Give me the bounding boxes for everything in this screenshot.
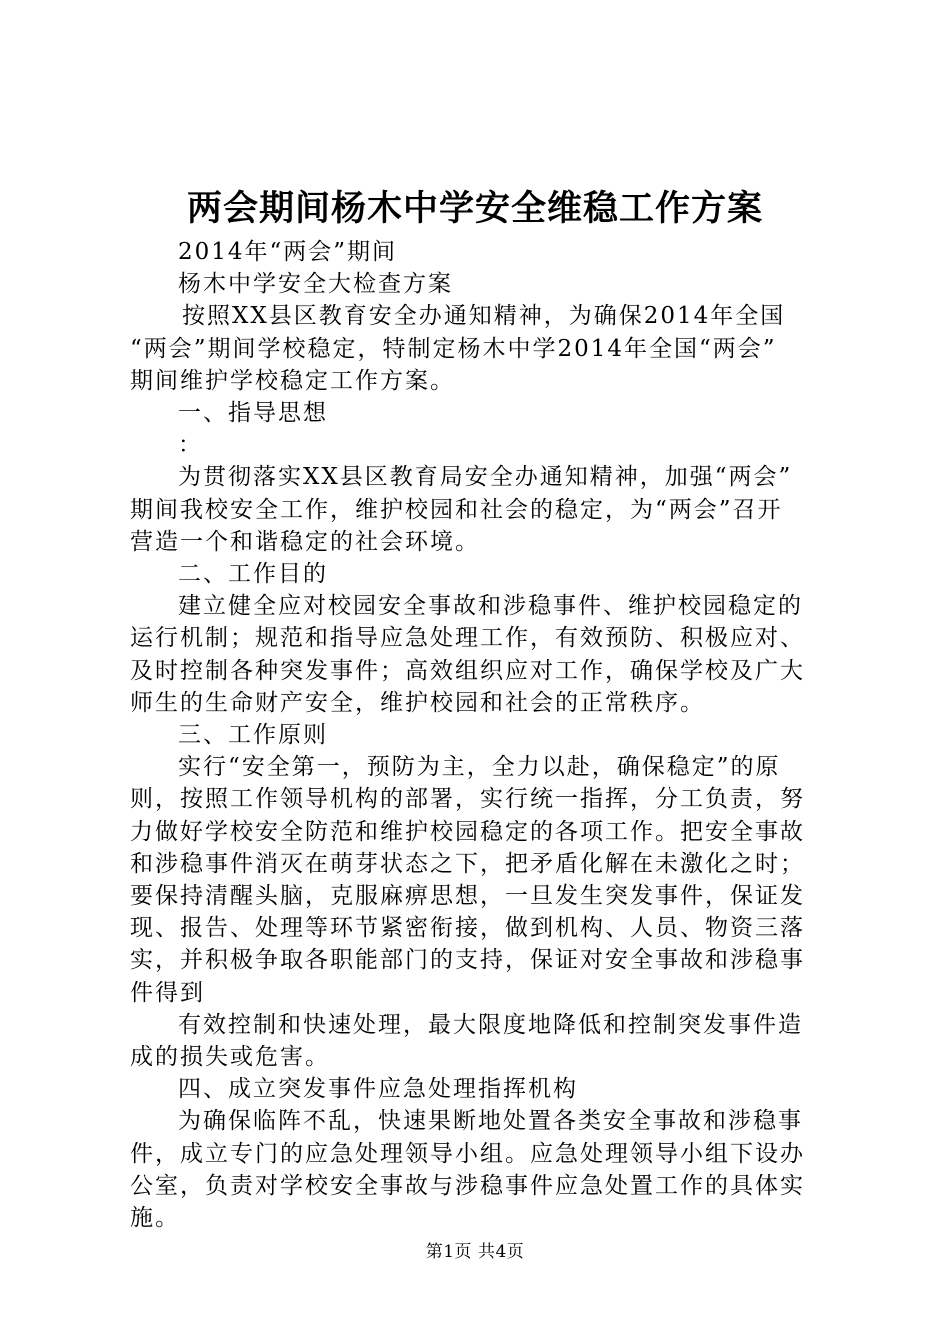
body-line: 则，按照工作领导机构的部署，实行统一指挥，分工负责，努 — [130, 786, 805, 813]
body-line: “两会”期间学校稳定，特制定杨木中学2014年全国“两会” — [130, 335, 777, 362]
body-line: 要保持清醒头脑，克服麻痹思想，一旦发生突发事件，保证发 — [130, 883, 805, 910]
body-line: 期间维护学校稳定工作方案。 — [130, 367, 455, 394]
body-line: 现、报告、处理等环节紧密衔接，做到机构、人员、物资三落 — [130, 915, 805, 942]
body-line: 件，成立专门的应急处理领导小组。应急处理领导小组下设办 — [130, 1140, 805, 1167]
section-heading: 四、成立突发事件应急处理指挥机构 — [178, 1076, 578, 1103]
body-line: 按照XX县区教育安全办通知精神，为确保2014年全国 — [182, 303, 786, 330]
body-line: 公室，负责对学校安全事故与涉稳事件应急处置工作的具体实 — [130, 1172, 805, 1199]
body-line: 营造一个和谐稳定的社会环境。 — [130, 528, 480, 555]
document-title: 两会期间杨木中学安全维稳工作方案 — [186, 189, 763, 229]
body-line: 期间我校安全工作，维护校园和社会的稳定，为“两会”召开 — [130, 496, 783, 523]
body-line: 2014年“两会”期间 — [178, 239, 398, 265]
page-number-footer: 第1页 共4页 — [425, 1242, 525, 1262]
body-line: 建立健全应对校园安全事故和涉稳事件、维护校园稳定的 — [178, 593, 803, 620]
section-heading: 二、工作目的 — [178, 561, 328, 588]
body-line: 成的损失或危害。 — [130, 1044, 330, 1071]
body-line: 为确保临阵不乱，快速果断地处置各类安全事故和涉稳事 — [178, 1108, 803, 1135]
body-line: 杨木中学安全大检查方案 — [178, 271, 453, 298]
body-line: 有效控制和快速处理，最大限度地降低和控制突发事件造 — [178, 1011, 803, 1038]
body-line: 实行“安全第一，预防为主，全力以赴，确保稳定”的原 — [178, 754, 781, 781]
body-line: 施。 — [130, 1205, 180, 1232]
section-heading: 一、指导思想 — [178, 400, 328, 427]
body-line: 实，并积极争取各职能部门的支持，保证对安全事故和涉稳事 — [130, 947, 805, 974]
body-line: 及时控制各种突发事件；高效组织应对工作，确保学校及广大 — [130, 657, 805, 684]
body-line: 力做好学校安全防范和维护校园稳定的各项工作。把安全事故 — [130, 818, 805, 845]
section-heading: 三、工作原则 — [178, 722, 328, 749]
document-body — [130, 236, 830, 1234]
body-line: ： — [178, 432, 203, 459]
body-line: 为贯彻落实XX县区教育局安全办通知精神，加强“两会” — [178, 464, 793, 491]
body-line: 和涉稳事件消灭在萌芽状态之下，把矛盾化解在未激化之时； — [130, 850, 805, 877]
body-line: 运行机制；规范和指导应急处理工作，有效预防、积极应对、 — [130, 625, 805, 652]
body-line: 件得到 — [130, 979, 205, 1006]
body-line: 师生的生命财产安全，维护校园和社会的正常秩序。 — [130, 689, 705, 716]
